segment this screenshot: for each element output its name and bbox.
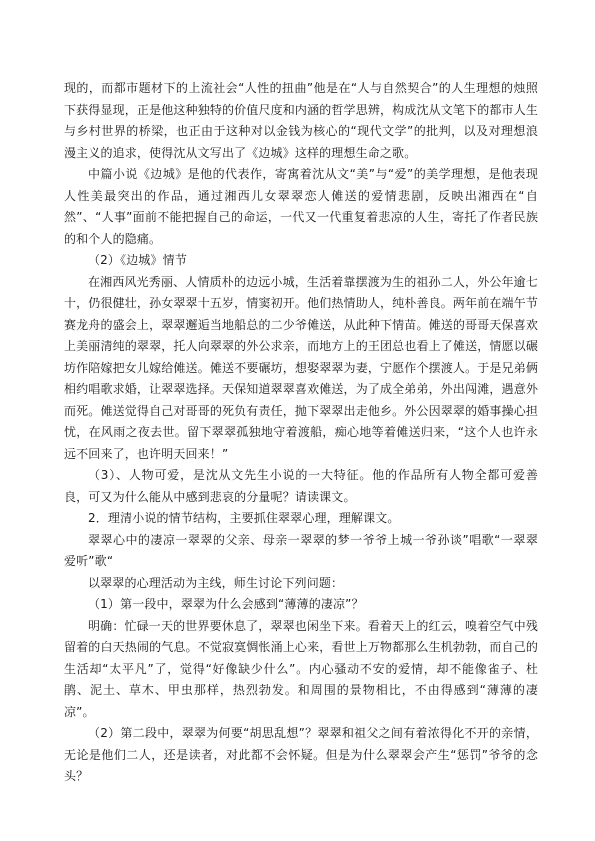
paragraph-structure-chain: 翠翠心中的凄凉一翠翠的父亲、母亲一翠翠的梦一爷爷上城一爷孙谈”唱歌“一翠翠爱听”歌“ — [64, 532, 538, 568]
paragraph-characters: （3）、人物可爱，是沈从文先生小说的一大特征。他的作品所有人物全都可爱善良，可又为什么能从中感到悲哀的分量呢？请读课文。 — [64, 468, 538, 504]
paragraph-plot-summary: 在湘西风光秀丽、人情质朴的边远小城，生活着靠摆渡为生的祖孙二人，外公年逾七十，仍很健壮，孙女翠翠十五岁，情窦初开。他们热情助人，纯朴善良。两年前在端午节赛龙舟的盛会上，翠翠邂逅当地船总的二少爷傩送，从此种下情苗。傩送的哥哥天保喜欢上美丽清纯的翠翠，托人向翠翠的外公求亲，而地方上的王团总也看上了傩送，情愿以碾坊作陪嫁把女儿嫁给傩送。傩送不要碾坊，想娶翠翠为妻，宁愿作个摆渡人。于是兄弟俩相约唱歌求婚，让翠翠选择。天保知道翠翠喜欢傩送，为了成全弟弟，外出闯滩，遇意外而死。傩送觉得自己对哥哥的死负有责任，抛下翠翠出走他乡。外公因翠翠的婚事操心担忧，在风雨之夜去世。留下翠翠孤独地守着渡船，痴心地等着傩送归来，“这个人也许永远不回来了，也许明天回来！” — [64, 274, 538, 461]
document-body — [64, 78, 538, 788]
section-heading-plot: （2）《边城》情节 — [88, 253, 187, 267]
paragraph-discussion-intro: 以翠翠的心理活动为主线，师生讨论下列问题： — [88, 575, 344, 590]
paragraph-urban-critique: 现的，而都市题材下的上流社会“人性的扭曲”他是在“人与自然契合”的人生理想的烛照下获得显现，正是他这种独特的价值尺度和内涵的哲学思辨，构成沈从文笔下的都市人生与乡村世界的桥梁，也正由于这种对以金钱为核心的“现代文学”的批判，以及对理想浪漫主义的追求，使得沈从文写出了《边城》这样的理想生命之歌。 — [64, 81, 538, 160]
question-1: （1）第一段中，翠翠为什么会感到“薄薄的凄凉”？ — [88, 597, 364, 611]
question-2: （2）第二段中，翠翠为何要“胡思乱想”？翠翠和祖父之间有着浓得化不开的亲情，无论是他们二人，还是读者，对此都不会怀疑。但是为什么翠翠会产生“惩罚”爷爷的念头？ — [64, 726, 538, 783]
paragraph-biancheng-intro: 中篇小说《边城》是他的代表作，寄寓着沈从文“美”与“爱”的美学理想，是他表现人性美最突出的作品，通过湘西儿女翠翠恋人傩送的爱情悲剧，反映出湘西在“自然”、“人事”面前不能把握自己的命运，一代又一代重复着悲凉的人生，寄托了作者民族的和个人的隐痛。 — [64, 167, 538, 246]
answer-1: 明确：忙碌一天的世界要休息了，翠翠也闲坐下来。看着天上的红云，嗅着空气中残留着的白天热闹的气息。不觉寂寞惆怅涌上心来，看世上万物都那么生机勃勃，而自己的生活却“太平凡”了，觉得“好像缺少什么”。内心骚动不安的爱情，却不能像雀子、杜鹃、泥土、草木、甲虫那样，热烈勃发。和周围的景物相比，不由得感到“薄薄的凄凉”。 — [64, 618, 538, 719]
paragraph-structure-task: 2．理清小说的情节结构，主要抓住翠翠心理，理解课文。 — [88, 511, 400, 525]
